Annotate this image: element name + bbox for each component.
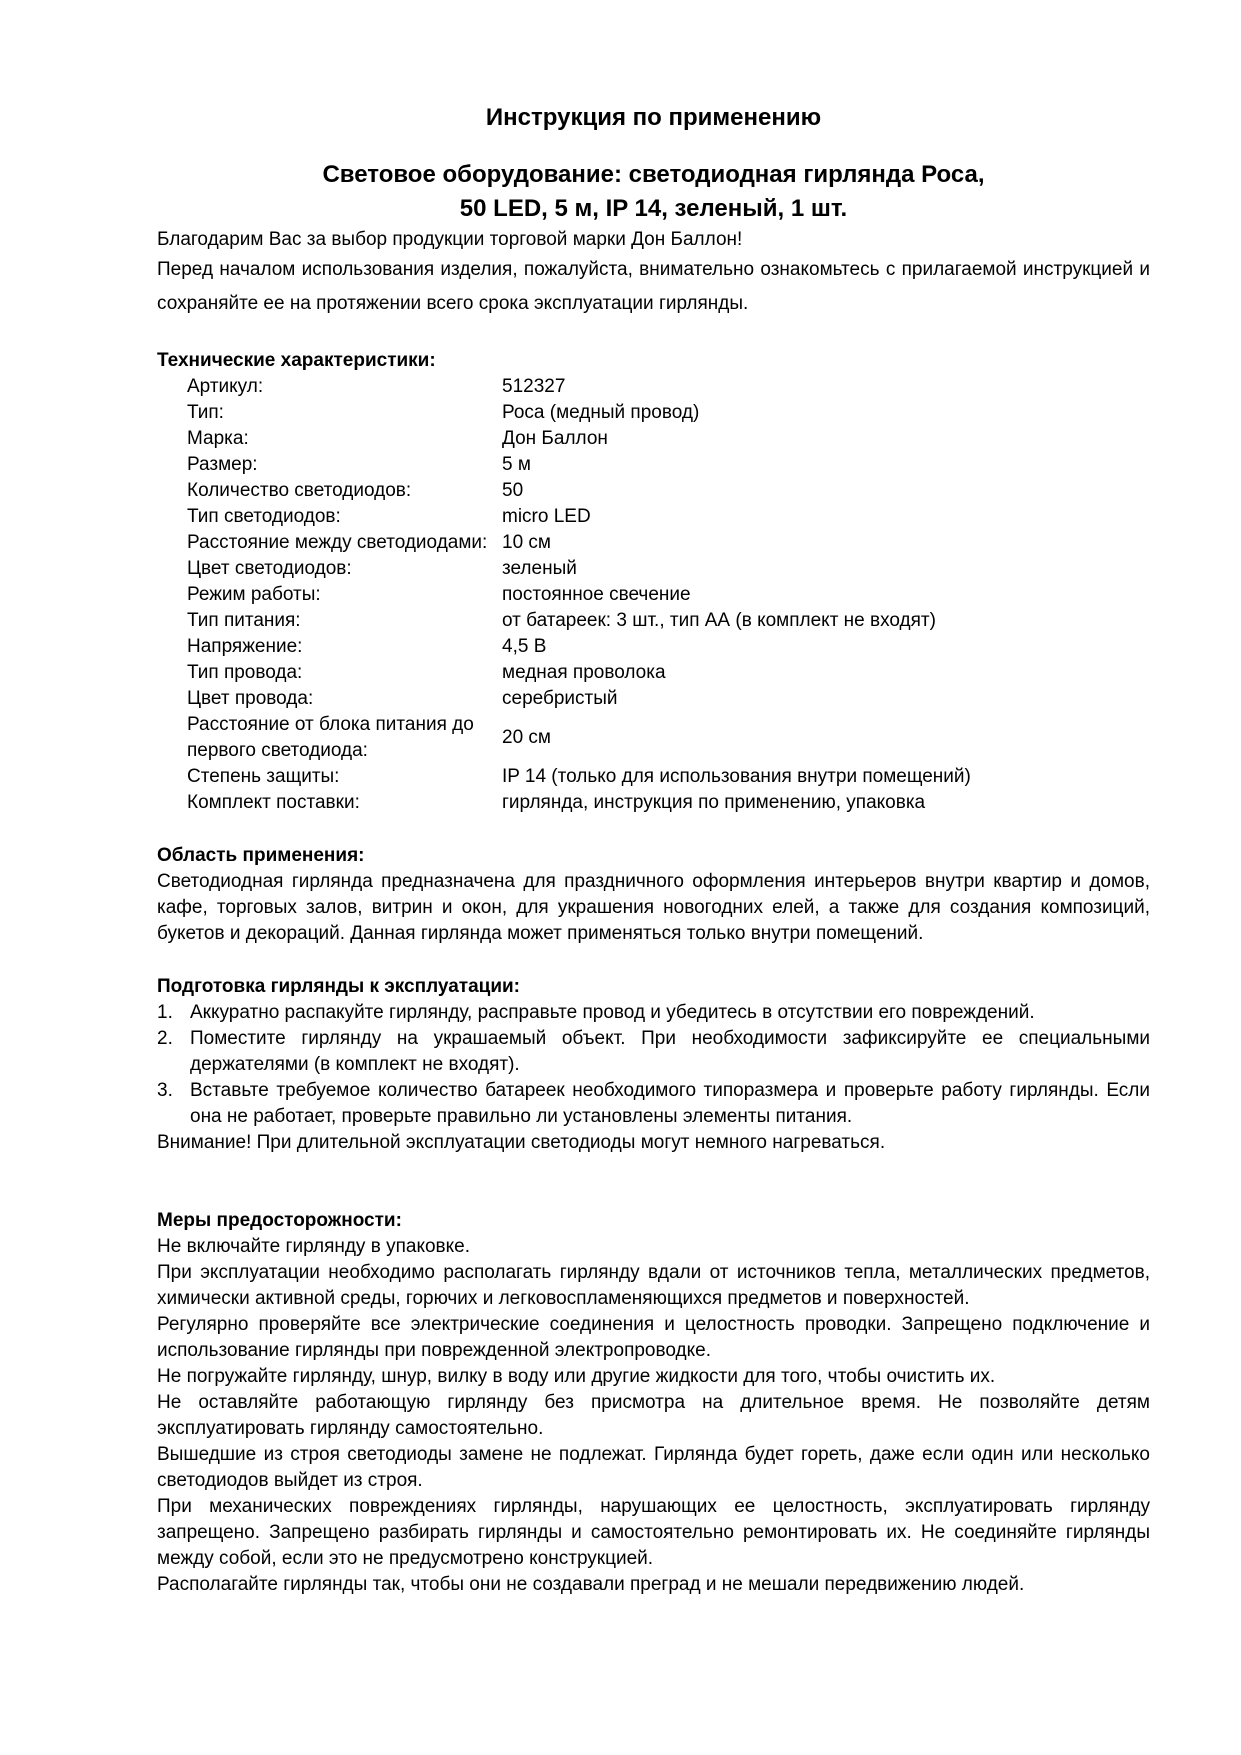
safety-paragraph: При механических повреждениях гирлянды, нарушающих ее целостность, эксплуатировать гирлянду запрещено. Запрещено разбирать гирлянды и самостоятельно ремонтировать их. Не соединяйте гирлянды между собой, если это не предусмотрено конструкцией. — [157, 1496, 1150, 1569]
spec-value: 50 — [502, 480, 524, 501]
safety-paragraph: При эксплуатации необходимо располагать гирлянду вдали от источников тепла, металлических предметов, химически активной среды, горючих и легковоспламеняющихся предметов и поверхностей. — [157, 1262, 1150, 1309]
preparation-heading: Подготовка гирлянды к эксплуатации: — [157, 976, 521, 997]
spec-label: Расстояние от блока питания до первого светодиода: — [187, 714, 474, 761]
application-paragraph: Светодиодная гирлянда предназначена для праздничного оформления интерьеров внутри квартир и домов, кафе, торговых залов, витрин и окон, для украшения новогодних елей, а также для создания композиций, букетов и декораций. Данная гирлянда может применяться только внутри помещений. — [157, 871, 1150, 944]
safety-paragraph: Не погружайте гирлянду, шнур, вилку в воду или другие жидкости для того, чтобы очистить их. — [157, 1366, 996, 1387]
spec-label: Тип: — [187, 402, 224, 423]
preparation-step: Аккуратно распакуйте гирлянду, расправьте провод и убедитесь в отсутствии его повреждений. — [190, 1002, 1035, 1023]
specs-heading: Технические характеристики: — [157, 350, 436, 371]
preparation-list — [157, 1000, 1150, 1130]
spec-row — [187, 556, 1150, 582]
spec-row — [187, 530, 1150, 556]
spec-value: IP 14 (только для использования внутри помещений) — [502, 766, 971, 787]
spec-row — [187, 478, 1150, 504]
spec-value: 10 см — [502, 532, 551, 553]
spec-label: Тип провода: — [187, 662, 303, 683]
intro-paragraph: Перед началом использования изделия, пожалуйста, внимательно ознакомьтесь с прилагаемой инструкцией и сохраняйте ее на протяжении всего срока эксплуатации гирлянды. — [157, 259, 1150, 314]
safety-paragraphs — [157, 1234, 1150, 1598]
spec-row — [187, 634, 1150, 660]
spec-value: 20 см — [502, 727, 551, 748]
spec-table — [187, 374, 1150, 816]
spec-value: постоянное свечение — [502, 584, 691, 605]
spec-label: Цвет светодиодов: — [187, 558, 352, 579]
spec-value: 4,5 В — [502, 636, 547, 657]
safety-paragraph: Регулярно проверяйте все электрические соединения и целостность проводки. Запрещено подключение и использование гирлянды при поврежденной электропроводке. — [157, 1314, 1150, 1361]
spec-label: Напряжение: — [187, 636, 303, 657]
spec-label: Расстояние между светодиодами: — [187, 532, 488, 553]
application-heading: Область применения: — [157, 845, 365, 866]
spec-row — [187, 686, 1150, 712]
spec-label: Марка: — [187, 428, 249, 449]
spec-row — [187, 790, 1150, 816]
safety-paragraph: Вышедшие из строя светодиоды замене не подлежат. Гирлянда будет гореть, даже если один или несколько светодиодов выйдет из строя. — [157, 1444, 1150, 1491]
spec-value: Дон Баллон — [502, 428, 608, 449]
spec-label: Количество светодиодов: — [187, 480, 412, 501]
spec-label: Степень защиты: — [187, 766, 340, 787]
spec-value: медная проволока — [502, 662, 666, 683]
spec-value: от батареек: 3 шт., тип АА (в комплект не входят) — [502, 610, 936, 631]
safety-paragraph: Не включайте гирлянду в упаковке. — [157, 1236, 470, 1257]
spec-row — [187, 712, 1150, 764]
greeting-paragraph: Благодарим Вас за выбор продукции торговой марки Дон Баллон! — [157, 229, 743, 250]
spec-label: Тип питания: — [187, 610, 301, 631]
spec-row — [187, 504, 1150, 530]
spec-label: Тип светодиодов: — [187, 506, 341, 527]
spec-value: зеленый — [502, 558, 577, 579]
warning-paragraph: Внимание! При длительной эксплуатации светодиоды могут немного нагреваться. — [157, 1132, 886, 1153]
spec-row — [187, 582, 1150, 608]
safety-heading: Меры предосторожности: — [157, 1210, 402, 1231]
spec-row — [187, 426, 1150, 452]
spec-value: 5 м — [502, 454, 531, 475]
spec-row — [187, 400, 1150, 426]
spec-label: Режим работы: — [187, 584, 321, 605]
spec-value: серебристый — [502, 688, 618, 709]
spec-row — [187, 374, 1150, 400]
spec-row — [187, 608, 1150, 634]
safety-paragraph: Располагайте гирлянды так, чтобы они не создавали преград и не мешали передвижению людей. — [157, 1574, 1025, 1595]
spec-value: гирлянда, инструкция по применению, упаковка — [502, 792, 926, 813]
spec-label: Артикул: — [187, 376, 264, 397]
product-title-line-1: Световое оборудование: светодиодная гирлянда Роса, — [322, 161, 985, 188]
safety-paragraph: Не оставляйте работающую гирлянду без присмотра на длительное время. Не позволяйте детям эксплуатировать гирлянду самостоятельно. — [157, 1392, 1150, 1439]
spec-value: Роса (медный провод) — [502, 402, 700, 423]
spec-row — [187, 452, 1150, 478]
preparation-step: Вставьте требуемое количество батареек необходимого типоразмера и проверьте работу гирлянды. Если она не работает, проверьте правильно ли установлены элементы питания. — [190, 1080, 1150, 1127]
preparation-step: Поместите гирлянду на украшаемый объект. При необходимости зафиксируйте ее специальными держателями (в комплект не входят). — [190, 1028, 1150, 1075]
spec-label: Комплект поставки: — [187, 792, 360, 813]
page-title: Инструкция по применению — [485, 104, 822, 131]
spec-value: 512327 — [502, 376, 566, 397]
spec-row — [187, 764, 1150, 790]
product-title — [157, 158, 1150, 226]
spec-label: Цвет провода: — [187, 688, 314, 709]
product-title-line-2: 50 LED, 5 м, IP 14, зеленый, 1 шт. — [459, 195, 848, 222]
spec-label: Размер: — [187, 454, 258, 475]
spec-row — [187, 660, 1150, 686]
spec-value: micro LED — [502, 506, 591, 527]
